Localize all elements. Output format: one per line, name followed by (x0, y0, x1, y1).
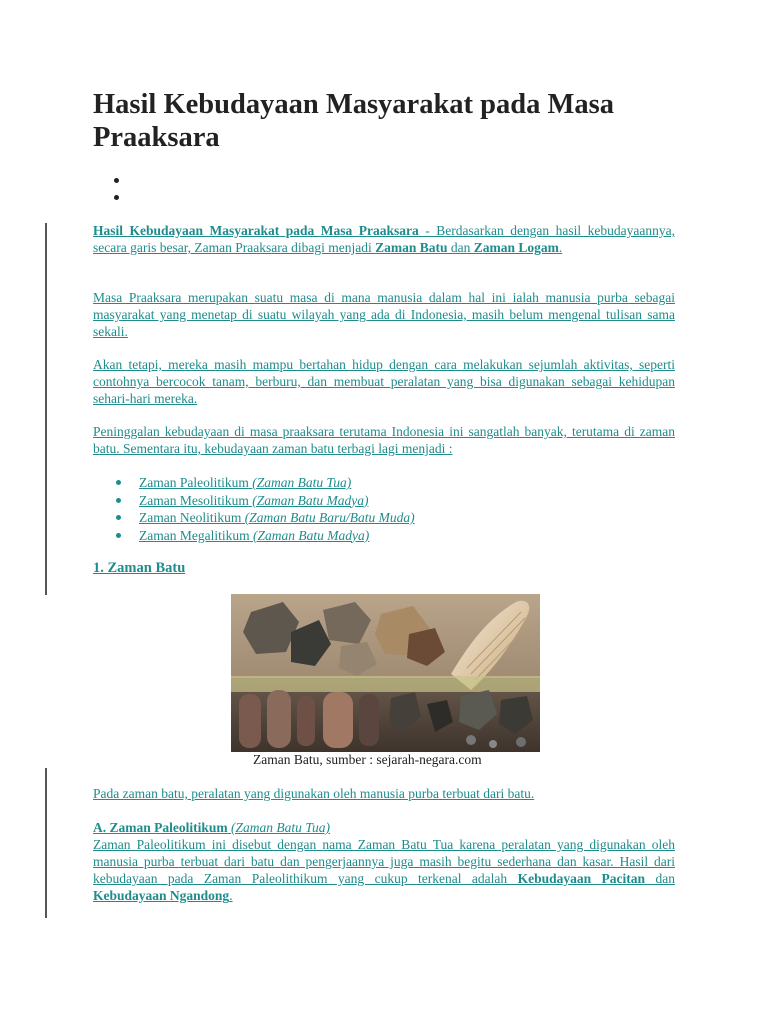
intro-lead-link[interactable]: Hasil Kebudayaan Masyarakat pada Masa Praaksara (93, 223, 419, 238)
section-heading-zaman-batu[interactable]: 1. Zaman Batu (93, 560, 186, 576)
intro-paragraph (93, 222, 675, 256)
zaman-list-item[interactable] (115, 527, 415, 545)
paragraph-3-text[interactable]: Akan tetapi, mereka masih mampu bertahan hidup dengan cara melakukan sejumlah aktivitas, seperti contohnya bercocok tanam, berburu, dan membuat peralatan yang bisa digunakan sebagai kehidupan sehari-hari mereka. (93, 357, 675, 406)
margin-bar-1 (45, 223, 47, 595)
zaman-batu-link[interactable]: Zaman Batu (375, 240, 448, 255)
intro-end[interactable]: . (558, 240, 563, 255)
paragraph-3 (93, 356, 675, 407)
end-text[interactable]: . (229, 888, 233, 903)
paragraph-6-text[interactable]: Zaman Paleolitikum ini disebut dengan nama Zaman Batu Tua karena peralatan yang digunakan oleh manusia purba terbuat dari batu dan pengerjaannya juga masih begitu sederhana dan kasar. Hasil dari kebudayaan pada Zaman Paleolithikum yang cukup terkenal adalah (93, 837, 675, 886)
paragraph-4-text[interactable]: Peninggalan kebudayaan di masa praaksara terutama Indonesia ini sangatlah banyak, terutama di zaman batu. Sementara itu, kebudayaan zaman batu terbagi lagi menjadi : (93, 424, 675, 456)
zaman-list (115, 474, 415, 544)
page-title: Hasil Kebudayaan Masyarakat pada Masa Praaksara (93, 89, 614, 153)
intro-and[interactable]: dan (447, 240, 474, 255)
margin-bar-2 (45, 768, 47, 918)
zaman-alt: (Zaman Batu Madya) (252, 527, 370, 543)
zaman-name: Zaman Paleolitikum (139, 475, 249, 490)
image-caption: Zaman Batu, sumber : sejarah-negara.com (253, 752, 482, 767)
section-a-paragraph (93, 819, 675, 904)
paragraph-2 (93, 289, 675, 340)
paragraph-2-text[interactable]: Masa Praaksara merupakan suatu masa di mana manusia dalam hal ini ialah manusia purba sebagai masyarakat yang menetap di suatu wilayah yang ada di Indonesia, masih belum mengenal tulisan sama sekali. (93, 290, 675, 339)
zaman-alt: (Zaman Batu Madya) (252, 492, 369, 508)
zaman-list-item[interactable] (115, 474, 415, 492)
zaman-name: Zaman Megalitikum (139, 527, 250, 543)
zaman-name: Zaman Neolitikum (139, 510, 242, 525)
kebudayaan-pacitan-link[interactable]: Kebudayaan Pacitan (517, 871, 646, 886)
kebudayaan-ngandong-link[interactable]: Kebudayaan Ngandong (93, 888, 230, 903)
stone-tools-illustration (231, 594, 540, 752)
and-text[interactable]: dan (645, 871, 675, 886)
paragraph-4 (93, 423, 675, 457)
zaman-list-item[interactable] (115, 509, 415, 527)
zaman-name: Zaman Mesolitikum (139, 492, 249, 508)
zaman-logam-link[interactable]: Zaman Logam (473, 240, 559, 255)
paragraph-5-text[interactable]: Pada zaman batu, peralatan yang digunakan oleh manusia purba terbuat dari batu. (93, 786, 535, 801)
intro-text[interactable]: - Berdasarkan dengan hasil kebudayaannya, secara garis besar, Zaman Praaksara dibagi menjadi (93, 223, 675, 255)
zaman-batu-image (231, 594, 540, 752)
paragraph-5 (93, 785, 675, 802)
zaman-alt: (Zaman Batu Tua) (252, 475, 352, 490)
zaman-alt: (Zaman Batu Baru/Batu Muda) (244, 510, 415, 525)
zaman-list-item[interactable] (115, 492, 415, 510)
section-a-alt[interactable]: (Zaman Batu Tua) (231, 820, 331, 835)
section-a-heading[interactable]: A. Zaman Paleolitikum (93, 820, 228, 835)
